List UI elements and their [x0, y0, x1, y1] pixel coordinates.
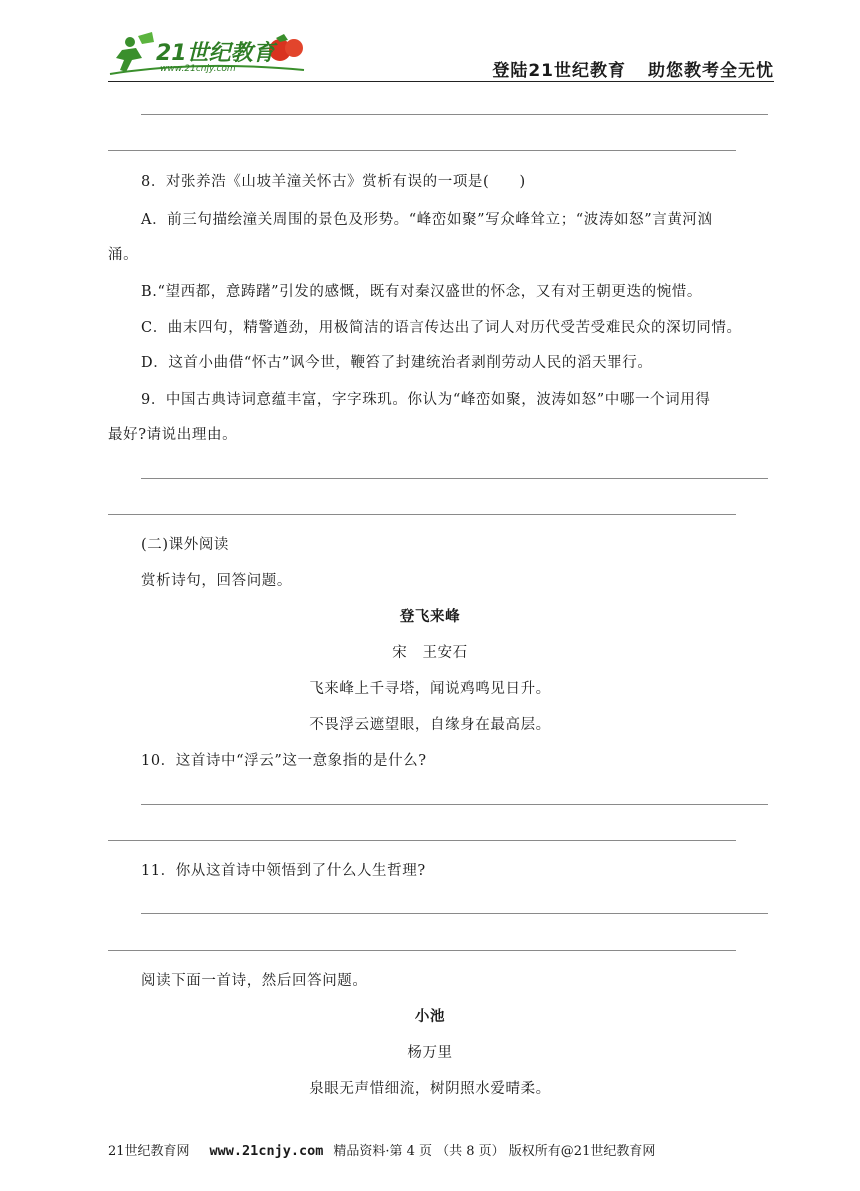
q9-stem: 9．中国古典诗词意蕴丰富，字字珠玑。你认为“峰峦如聚，波涛如怒”中哪一个词用得 [141, 392, 711, 408]
section-heading: (二)课外阅读 [141, 537, 230, 553]
poem-title: 登飞来峰 [399, 609, 461, 625]
footer-site-link[interactable]: www.21cnjy.com [209, 1143, 324, 1159]
q8-option-d: D．这首小曲借“怀古”讽今世，鞭笞了封建统治者剥削劳动人民的滔天罪行。 [141, 355, 653, 371]
answer-line[interactable] [141, 114, 768, 115]
answer-line[interactable] [108, 150, 736, 151]
section-instruction: 阅读下面一首诗，然后回答问题。 [141, 973, 368, 989]
q8-option-a-cont: 涌。 [108, 247, 139, 263]
header-rule [108, 81, 774, 82]
q9-stem-cont: 最好?请说出理由。 [108, 427, 238, 443]
answer-line[interactable] [141, 804, 768, 805]
q8-option-a: A．前三句描绘潼关周围的景色及形势。“峰峦如聚”写众峰耸立；“波涛如怒”言黄河汹 [141, 212, 713, 228]
answer-line[interactable] [108, 840, 736, 841]
poem-line: 飞来峰上千寻塔，闻说鸡鸣见日升。 [309, 681, 551, 697]
logo-text: 21世纪教育 [156, 41, 275, 66]
slogan-right: 助您教考全无忧 [648, 61, 774, 81]
q10-stem: 10．这首诗中“浮云”这一意象指的是什么? [141, 753, 427, 769]
answer-line[interactable] [108, 950, 736, 951]
logo [108, 30, 308, 82]
footer-page-info: 精品资料·第 4 页 （共 8 页） 版权所有@21世纪教育网 [333, 1144, 656, 1159]
poem-line: 不畏浮云遮望眼，自缘身在最高层。 [309, 717, 551, 733]
poem-author: 宋 王安石 [392, 645, 468, 661]
section-instruction: 赏析诗句，回答问题。 [141, 573, 292, 589]
poem-author: 杨万里 [407, 1045, 453, 1061]
footer-org: 21世纪教育网 [108, 1144, 190, 1159]
q8-stem: 8．对张养浩《山坡羊潼关怀古》赏析有误的一项是( ) [141, 174, 526, 190]
poem-title: 小池 [414, 1009, 446, 1025]
slogan-left: 登陆21世纪教育 [492, 61, 626, 81]
q8-option-c: C．曲末四句，精警遒劲，用极简洁的语言传达出了词人对历代受苦受难民众的深切同情。 [141, 320, 742, 336]
answer-line[interactable] [141, 913, 768, 914]
poem-line: 泉眼无声惜细流，树阴照水爱晴柔。 [309, 1081, 551, 1097]
answer-line[interactable] [108, 514, 736, 515]
logo-url-text: www.21cnjy.com [160, 64, 236, 74]
q11-stem: 11．你从这首诗中领悟到了什么人生哲理? [141, 863, 426, 879]
answer-line[interactable] [141, 478, 768, 479]
header-slogan [492, 56, 774, 81]
footer [108, 1140, 655, 1159]
q8-option-b: B.“望西都，意踌躇”引发的感慨，既有对秦汉盛世的怀念，又有对王朝更迭的惋惜。 [141, 284, 702, 300]
